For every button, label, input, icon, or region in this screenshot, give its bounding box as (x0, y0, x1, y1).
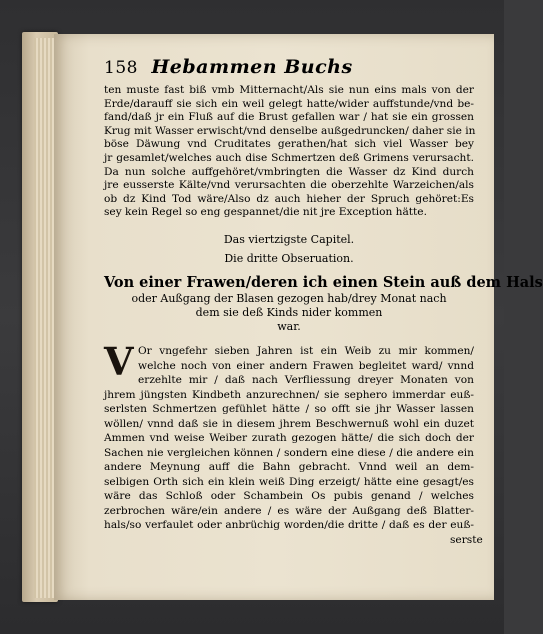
text-line: böse Däwung vnd Cruditates gerathen/hat sich viel Wasser bey (104, 138, 474, 151)
chapter-label: Das viertzigste Capitel. (223, 233, 355, 246)
text-line: hals/so verfaulet oder anbrüchig worden/die dritte / daß es der euß- (104, 519, 474, 531)
text-line: Or vngefehr sieben Jahren ist ein Weib zu mir kommen/ (138, 345, 474, 357)
text-line: jre eusserste Kälte/vnd verursachten die oberzehlte Warzeichen/als (104, 179, 474, 192)
text-line: Da nun solche auffgehöret/vmbringten die Wasser dz Kind durch (104, 165, 474, 178)
text-line: Sachen nie vergleichen können / sondern eine diese / die andere ein (104, 446, 474, 459)
text-line: andere Meynung auff die Bahn gebracht. Vnnd weil an dem- (104, 461, 474, 473)
text-line: erzehlte mir / daß nach Verfliessung dreyer Monaten von (138, 374, 474, 386)
paragraph-2 (104, 339, 474, 533)
text-line: wöllen/ vnnd daß sie in diesem jhrem Beschwernuß wohl ein duzet (104, 417, 474, 430)
text-line: serlsten Schmertzen gefühlet hätte / so offt sie jhr Wasser lassen (104, 403, 474, 415)
text-line: zerbrochen wäre/ein andere / es wäre der Außgang deß Blatter- (104, 504, 474, 517)
text-line: ten muste fast biß vmb Mitternacht/Als sie nun eins mals von der (104, 84, 474, 96)
text-line: sey kein Regel so eng gespannet/die nit jre Exception hätte. (104, 206, 427, 219)
text-line: fand/daß jr ein Fluß auf die Brust gefallen war / hat sie ein grossen (104, 111, 474, 124)
text-line: welche noch von einer andern Frawen begleitet ward/ vnnd (138, 359, 474, 372)
catchword: serste (450, 534, 483, 546)
heading-line: war. (277, 320, 301, 333)
text-line: Erde/darauff sie sich ein weil gelegt hatte/wider auffstunde/vnd be- (104, 97, 474, 110)
text-line: jhrem jüngsten Kindbeth anzurechnen/ sie sephero immerdar euß- (104, 388, 474, 401)
heading-line: Von einer Frawen/deren ich einen Stein auß dem Hals (104, 274, 543, 291)
running-head: Hebammen Buchs (151, 56, 353, 78)
text-line: jr gesamlet/welches auch dise Schmertzen deß Grimens verursacht. (104, 151, 474, 164)
paragraph-1 (104, 84, 474, 220)
heading-line: dem sie deß Kinds nider kommen (195, 306, 383, 319)
text-line: selbigen Orth sich ein klein weiß Ding erzeigt/ hätte eine gesagt/es (104, 475, 474, 488)
observation-label: Die dritte Obseruation. (224, 252, 354, 265)
page-number: 158 (104, 58, 138, 78)
text-line: wäre das Schloß oder Schambein Os pubis genand / welches (104, 490, 474, 502)
text-line: Krug mit Wasser erwischt/vnd denselbe außgedruncken/ daher sie in (104, 124, 476, 137)
section-heading (104, 274, 543, 334)
heading-line: oder Außgang der Blasen gezogen hab/drey Monat nach (131, 292, 447, 305)
page-stack-edge (34, 38, 54, 598)
text-line: ob dz Kind Tod wäre/Also dz auch hieher der Spruch gehöret:Es (104, 192, 474, 205)
drop-cap: V (104, 339, 134, 384)
text-line: Ammen vnd weise Weiber zurath gezogen hätte/ die sich doch der (104, 432, 474, 444)
